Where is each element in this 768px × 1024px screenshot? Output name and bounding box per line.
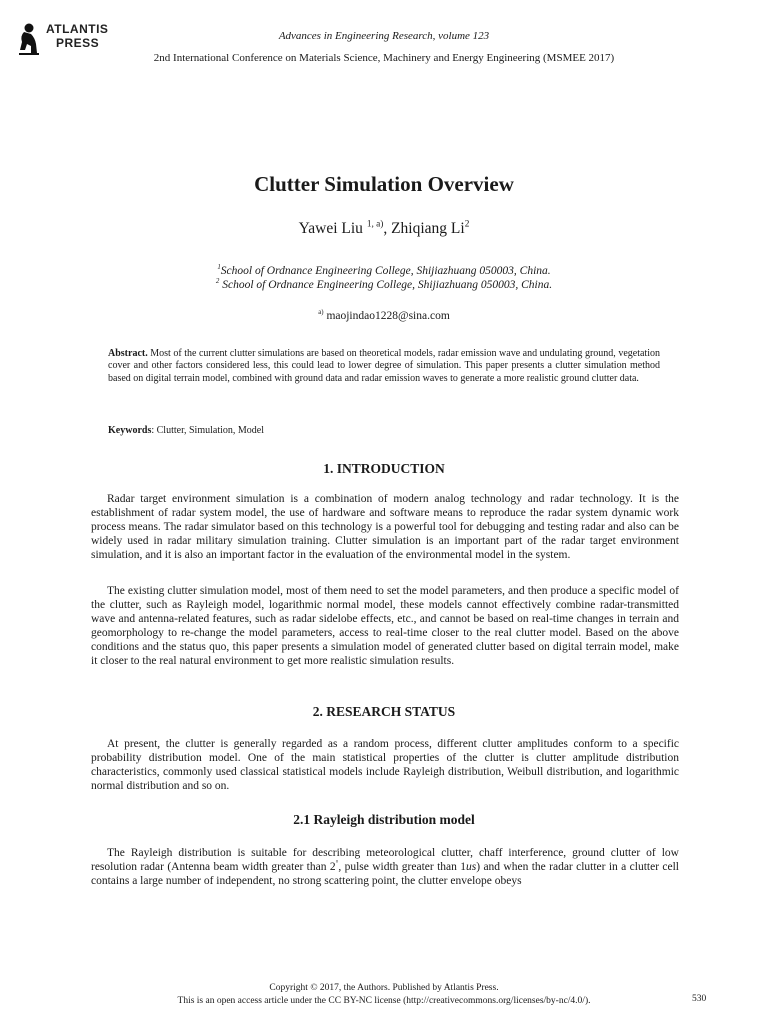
logo-line2: PRESS: [56, 36, 100, 50]
affiliation-marker: 1: [217, 264, 221, 272]
keywords-text: : Clutter, Simulation, Model: [151, 425, 264, 436]
intro-paragraph-1: Radar target environment simulation is a combination of modern analog technology and radar technology. It is the establishment of radar system model, the use of hardware and software means to reproduce the radar system dynamic work process means. The radar simulator based on this technology is a powerful tool for debugging and testing radar and also can be widely used in radar military simulation training. Clutter simulation is an important part of the radar target environment simulation, and it is also an important factor in the evaluation of the environmental model in the system.: [91, 493, 679, 561]
affiliations: [0, 264, 768, 292]
conference-header: 2nd International Conference on Materials Science, Machinery and Energy Engineering (MSMEE 2017): [153, 52, 615, 64]
research-paragraph-1: At present, the clutter is generally regarded as a random process, different clutter amplitudes conform to a specific probability distribution model. One of the main statistical properties of the clutter is clutter amplitude distribution characteristics, commonly used classical statistical models include Rayleigh distribution, Weibull distribution, and logarithmic normal distribution and so on.: [91, 738, 679, 792]
intro-paragraph-2: The existing clutter simulation model, most of them need to set the model parameters, and then produce a specific model of the clutter, such as Rayleigh model, logarithmic normal model, these models cannot effectively combine radar-transmitted wave and antenna-related features, such as radar sidelobe effects, etc., and cannot be based on real-time changes in terrain and geomorphology to re-change the model parameters, access to real-time closer to the real clutter model. Based on the above conditions and the status quo, this paper presents a simulation model of generated clutter based on digital terrain model, make it closer to the real natural environment to get more realistic simulation results.: [91, 585, 679, 667]
author-marker: 2: [464, 219, 470, 230]
logo-line1: ATLANTIS: [46, 22, 109, 36]
degree-symbol: °: [335, 860, 339, 868]
section-heading-introduction: 1. INTRODUCTION: [323, 461, 445, 476]
abstract: [108, 348, 660, 385]
contact-email: [0, 310, 768, 322]
affiliation-text: School of Ordnance Engineering College, Shijiazhuang 050003, China.: [220, 265, 551, 277]
author-marker: 1, a): [366, 219, 384, 230]
paper-title: Clutter Simulation Overview: [254, 172, 514, 196]
author-name: Zhiqiang Li: [391, 220, 465, 237]
abstract-text: Most of the current clutter simulations are based on theoretical models, radar emission wave and undulating ground, vegetation cover and other factors considered less, this could lead to lower degree of simulation. This paper presents a clutter simulation method based on digital terrain model, combined with ground data and radar emission waves to generate a more realistic ground clutter data.: [108, 348, 660, 384]
author-list: [0, 220, 768, 238]
email-address: maojindao1228@sina.com: [323, 310, 450, 322]
rayleigh-text-b: , pulse width greater than 1: [338, 860, 467, 873]
rayleigh-paragraph-1: [91, 847, 679, 889]
section-heading-research-status: 2. RESEARCH STATUS: [312, 704, 456, 719]
email-marker: a): [318, 309, 324, 317]
author-separator: ,: [383, 220, 392, 237]
keywords-label: Keywords: [108, 425, 152, 436]
copyright-notice: Copyright © 2017, the Authors. Published by Atlantis Press.: [269, 983, 499, 993]
keywords: [108, 425, 660, 436]
rayleigh-text-a: The Rayleigh distribution is suitable for describing meteorological clutter, chaff interference, ground clutter of low resolution radar (Antenna beam width greater than 2: [91, 847, 679, 873]
license-notice: This is an open access article under the CC BY-NC license (http://creativecommons.org/licenses/by-nc/4.0/).: [177, 996, 591, 1006]
microsecond-unit: us: [466, 860, 477, 873]
page-footer: [0, 982, 768, 1008]
subsection-heading-rayleigh: 2.1 Rayleigh distribution model: [293, 812, 475, 827]
affiliation-line: [0, 264, 768, 278]
journal-header: Advances in Engineering Research, volume 123: [278, 30, 490, 42]
affiliation-text: School of Ordnance Engineering College, Shijiazhuang 050003, China.: [219, 279, 553, 291]
abstract-label: Abstract.: [108, 348, 148, 359]
page-number: 530: [692, 994, 707, 1004]
rayleigh-text-c: ) and when the radar clutter in a clutter cell contains a large number of independent, no strong scattering point, the clutter envelope obeys: [91, 860, 680, 887]
author-name: Yawei Liu: [298, 220, 363, 237]
affiliation-marker: 2: [215, 278, 220, 286]
affiliation-line: [0, 278, 768, 292]
